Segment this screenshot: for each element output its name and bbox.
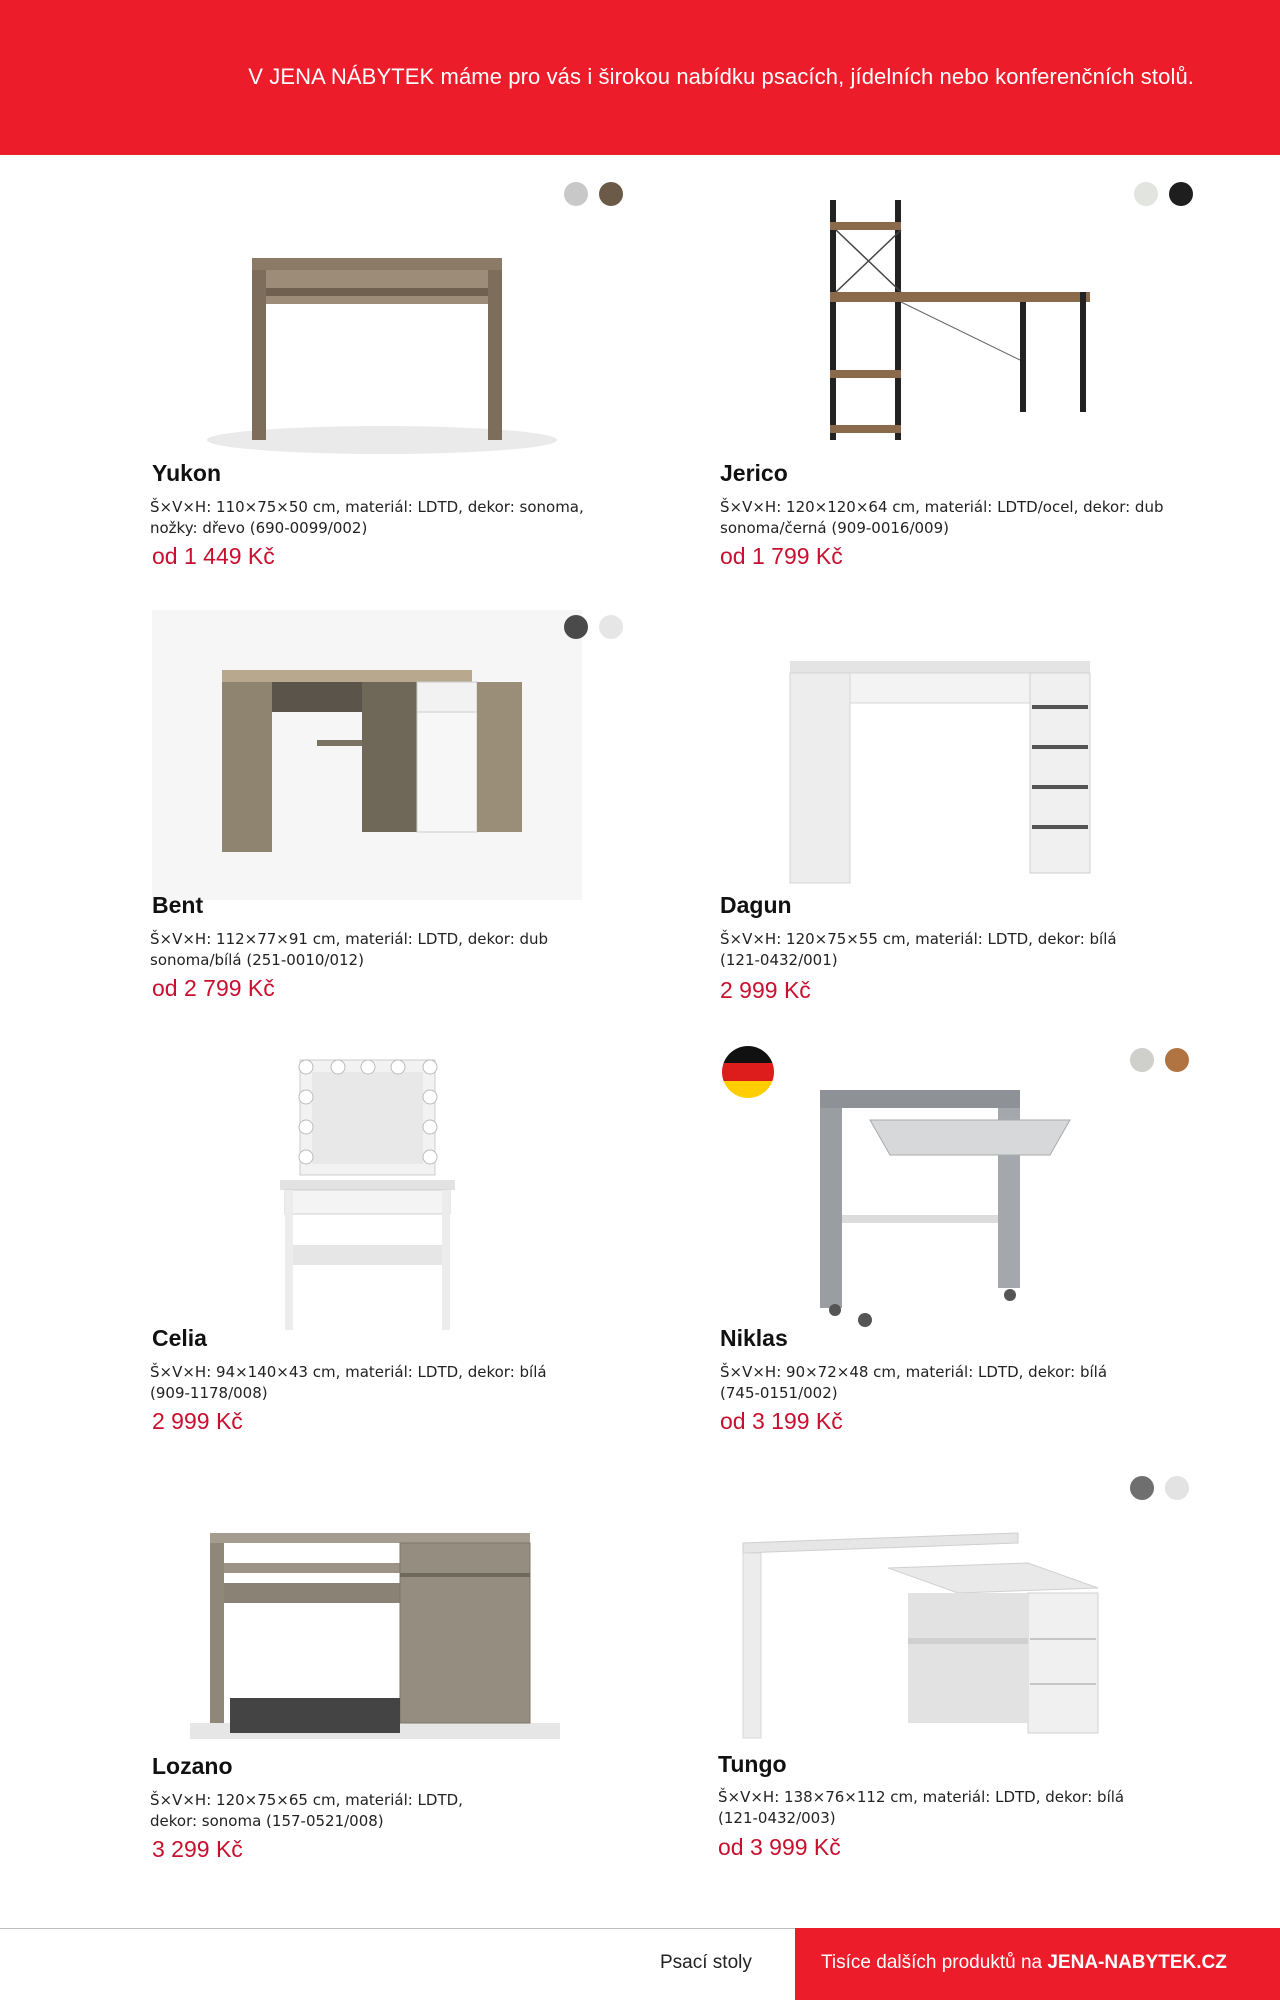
color-swatch[interactable] [1130,1476,1154,1500]
footer-cta-prefix: Tisíce dalších produktů na [821,1952,1048,1973]
product-desc-line2: (121-0432/001) [720,951,838,969]
desk-illustration [780,647,1120,897]
desk-illustration [152,610,582,900]
product-image[interactable] [738,1528,1138,1748]
product-name[interactable]: Tungo [718,1751,787,1777]
product-image[interactable] [780,647,1120,897]
desk-illustration [738,1528,1138,1748]
product-desc-line1: Š×V×H: 94×140×43 cm, materiál: LDTD, dekor: bílá [150,1363,547,1381]
color-swatch[interactable] [1165,1476,1189,1500]
product-desc-line1: Š×V×H: 120×75×55 cm, materiál: LDTD, dekor: bílá [720,930,1117,948]
color-swatch[interactable] [564,615,588,639]
product-card-dagun[interactable] [720,607,1280,1027]
product-desc-line2: (121-0432/003) [718,1809,836,1827]
product-price: od 1 449 Kč [152,543,275,569]
product-image[interactable] [780,180,1125,460]
product-card-yukon[interactable] [150,175,710,595]
desk-illustration [192,210,557,460]
desk-illustration [780,180,1125,460]
product-image[interactable] [170,1523,570,1743]
product-desc-line2: sonoma/bílá (251-0010/012) [150,951,364,969]
header-text: V JENA NÁBYTEK máme pro vás i širokou nabídku psacích, jídelních nebo konferenčních stolů. [248,64,1194,89]
header-banner [0,0,1280,155]
product-name[interactable]: Dagun [720,892,792,918]
desk-illustration [810,1085,1080,1340]
color-swatch[interactable] [1169,182,1193,206]
product-desc-line1: Š×V×H: 138×76×112 cm, materiál: LDTD, dekor: bílá [718,1788,1125,1806]
footer-cta-link[interactable]: JENA-NABYTEK.CZ [1047,1952,1227,1973]
product-price: 3 299 Kč [152,1836,243,1862]
desk-illustration [170,1523,570,1743]
product-image[interactable] [810,1085,1080,1340]
footer-cta[interactable] [795,1928,1280,2000]
color-swatch[interactable] [564,182,588,206]
product-name[interactable]: Bent [152,892,204,918]
footer-section-label: Psací stoly [660,1952,752,1973]
product-name[interactable]: Lozano [152,1753,233,1779]
product-price: od 1 799 Kč [720,543,843,569]
product-desc-line2: sonoma/černá (909-0016/009) [720,519,949,537]
product-card-celia[interactable] [150,1040,710,1460]
product-image[interactable] [192,210,557,460]
product-image[interactable] [240,1045,500,1340]
product-card-bent[interactable] [150,607,710,1027]
color-swatch[interactable] [599,182,623,206]
color-swatch[interactable] [1130,1048,1154,1072]
footer-cta-text[interactable] [821,1952,1227,1974]
product-desc-line2: dekor: sonoma (157-0521/008) [150,1812,384,1830]
product-desc-line1: Š×V×H: 120×120×64 cm, materiál: LDTD/ocel, dekor: dub [720,498,1164,516]
product-desc-line1: Š×V×H: 110×75×50 cm, materiál: LDTD, dekor: sonoma, [150,498,584,516]
product-name[interactable]: Yukon [152,460,222,486]
product-name[interactable]: Jerico [720,460,788,486]
product-desc-line1: Š×V×H: 112×77×91 cm, materiál: LDTD, dekor: dub [150,930,549,948]
product-price: od 3 199 Kč [720,1408,843,1434]
product-name[interactable]: Celia [152,1325,207,1351]
product-card-jerico[interactable] [720,175,1280,595]
product-card-lozano[interactable] [150,1468,710,1888]
product-desc-line2: (909-1178/008) [150,1384,268,1402]
product-desc-line1: Š×V×H: 120×75×65 cm, materiál: LDTD, [150,1791,463,1809]
product-desc-line1: Š×V×H: 90×72×48 cm, materiál: LDTD, dekor: bílá [720,1363,1108,1381]
product-card-niklas[interactable] [720,1040,1280,1460]
product-card-tungo[interactable] [718,1468,1278,1888]
product-price: 2 999 Kč [720,977,811,1003]
product-image[interactable] [152,610,582,900]
product-price: 2 999 Kč [152,1408,243,1434]
product-name[interactable]: Niklas [720,1325,788,1351]
product-desc-line2: (745-0151/002) [720,1384,838,1402]
product-price: od 3 999 Kč [718,1834,841,1860]
color-swatch[interactable] [1134,182,1158,206]
color-swatch[interactable] [1165,1048,1189,1072]
german-flag-icon [722,1046,774,1098]
color-swatch[interactable] [599,615,623,639]
vanity-illustration [240,1045,500,1340]
product-price: od 2 799 Kč [152,975,275,1001]
product-desc-line2: nožky: dřevo (690-0099/002) [150,519,368,537]
